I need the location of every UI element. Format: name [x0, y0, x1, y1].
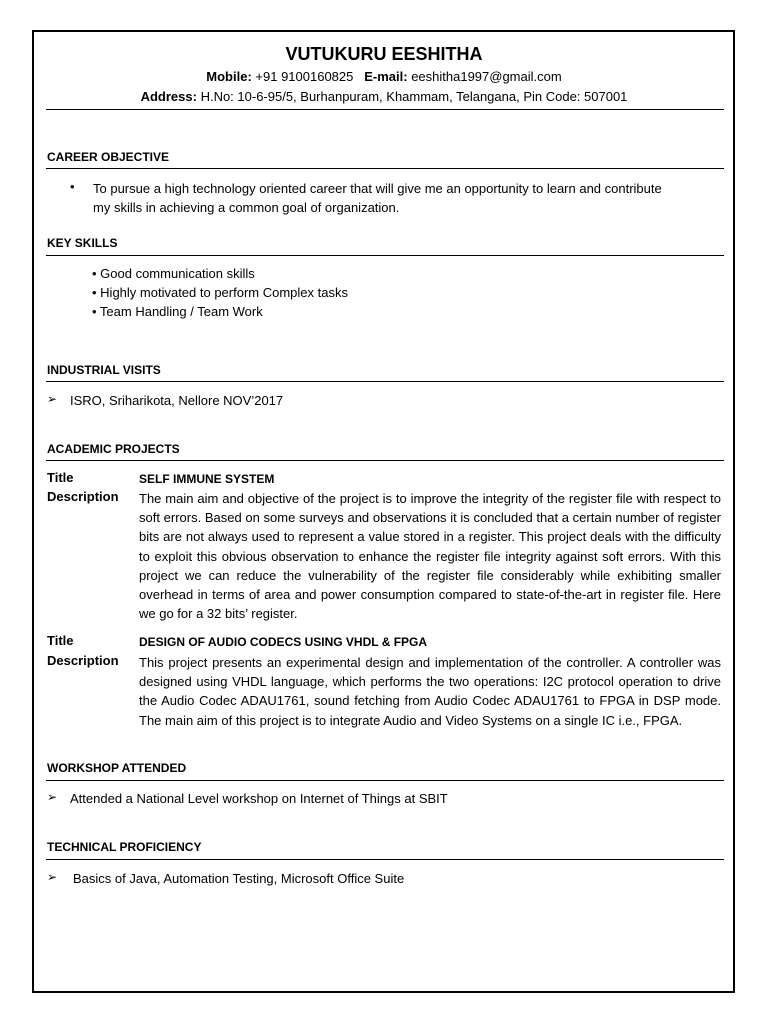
- industrial-visits-heading: INDUSTRIAL VISITS: [47, 363, 161, 377]
- address-value: H.No: 10-6-95/5, Burhanpuram, Khammam, Telangana, Pin Code: 507001: [200, 89, 628, 104]
- project-title-label: Title: [47, 470, 74, 485]
- bullet-icon: •: [70, 179, 75, 194]
- career-objective-line-1: To pursue a high technology oriented career that will give me an opportunity to learn and contribute: [93, 181, 662, 196]
- address-label: Address:: [140, 89, 197, 104]
- project-title-label: Title: [47, 633, 74, 648]
- industrial-visit-item: ISRO, Sriharikota, Nellore NOV’2017: [70, 393, 284, 408]
- key-skills-divider: [46, 255, 724, 256]
- address-line: [0, 89, 768, 104]
- academic-projects-heading: ACADEMIC PROJECTS: [47, 442, 180, 456]
- workshop-divider: [46, 780, 724, 781]
- workshop-item: Attended a National Level workshop on Internet of Things at SBIT: [70, 791, 448, 806]
- project-description: This project presents an experimental design and implementation of the controller. A controller was designed using VHDL language, which performs the two operations: I2C protocol operation to drive the Audio Codec ADAU1761, sound fetching from Audio Codec ADAU1761 to FPGA in DSP mode. The main aim of this project is to integrate Audio and Video Systems on a single IC i.e., FPGA.: [139, 655, 721, 728]
- industrial-visits-divider: [46, 381, 724, 382]
- career-objective-heading: CAREER OBJECTIVE: [47, 150, 170, 164]
- project-description: The main aim and objective of the project is to improve the integrity of the register file with respect to soft errors. Based on some surveys and observations it is concluded that a certain number of register bits are not always used to represent a value stored in a register. This project deals with the difficulty to exploit this obvious observation to enhance the register file integrity against soft errors. With this project we can reduce the vulnerability of the register file considerably while exhibiting smaller overhead in terms of area and power consumption compared to state-of-the-art in register file. Here we go for a 32 bits’ register.: [139, 491, 721, 622]
- arrow-bullet-icon: ➢: [47, 790, 58, 804]
- skill-item: • Good communication skills: [92, 266, 255, 281]
- contact-line: [0, 69, 768, 84]
- arrow-bullet-icon: ➢: [47, 870, 58, 884]
- technical-proficiency-heading: TECHNICAL PROFICIENCY: [47, 840, 202, 854]
- career-objective-divider: [46, 168, 724, 169]
- arrow-bullet-icon: ➢: [47, 392, 58, 406]
- candidate-name: VUTUKURU EESHITHA: [285, 44, 483, 64]
- header-divider: [46, 109, 724, 110]
- career-objective-line-2: my skills in achieving a common goal of organization.: [93, 200, 400, 215]
- workshop-heading: WORKSHOP ATTENDED: [47, 761, 187, 775]
- project-title: SELF IMMUNE SYSTEM: [139, 472, 275, 486]
- technical-item: Basics of Java, Automation Testing, Microsoft Office Suite: [73, 871, 405, 886]
- skill-item: • Highly motivated to perform Complex tasks: [92, 285, 348, 300]
- mobile-label: Mobile:: [206, 69, 252, 84]
- key-skills-heading: KEY SKILLS: [47, 236, 118, 250]
- project-description-label: Description: [47, 653, 119, 668]
- email-value: eeshitha1997@gmail.com: [411, 69, 562, 84]
- mobile-value: +91 9100160825: [255, 69, 354, 84]
- email-label: E-mail:: [364, 69, 408, 84]
- skill-item: • Team Handling / Team Work: [92, 304, 263, 319]
- project-title: DESIGN OF AUDIO CODECS USING VHDL & FPGA: [139, 635, 428, 649]
- project-description-label: Description: [47, 489, 119, 504]
- academic-projects-divider: [46, 460, 724, 461]
- technical-proficiency-divider: [46, 859, 724, 860]
